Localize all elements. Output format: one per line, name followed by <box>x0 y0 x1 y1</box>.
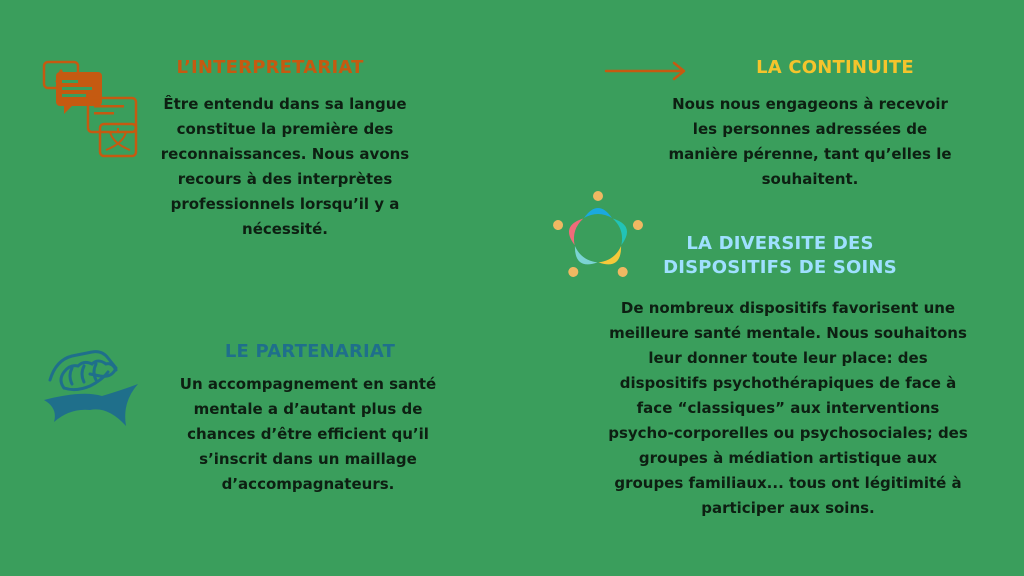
diversite-line: face “classiques” aux interventions <box>636 399 940 417</box>
continuite-line: les personnes adressées de <box>692 120 928 138</box>
diversite-line: participer aux soins. <box>701 499 875 517</box>
continuite-text <box>660 92 960 192</box>
partenariat-line: Un accompagnement en santé <box>179 375 437 393</box>
diversite-title-line: DISPOSITIFS DE SOINS <box>663 257 897 278</box>
continuite-line: souhaitent. <box>761 170 859 188</box>
interpretariat-section <box>140 56 400 80</box>
partenariat-line: chances d’être efficient qu’il <box>187 425 429 443</box>
continuite-line: Nous nous engageons à recevoir <box>672 95 948 113</box>
diversite-line: leur donner toute leur place: des <box>648 349 928 367</box>
interpretariat-line: Être entendu dans sa langue <box>163 95 407 113</box>
continuite-title: LA CONTINUITE <box>756 57 914 78</box>
diversite-section <box>650 232 910 280</box>
diversite-line: groupes familiaux... tous ont légitimité à <box>614 474 962 492</box>
diversite-text <box>578 296 998 521</box>
diversite-line: meilleure santé mentale. Nous souhaitons <box>609 324 967 342</box>
diversite-line: groupes à médiation artistique aux <box>638 449 938 467</box>
diversite-title-line: LA DIVERSITE DES <box>686 233 874 254</box>
partenariat-line: mentale a d’autant plus de <box>193 400 423 418</box>
diversite-line: De nombreux dispositifs favorisent une <box>620 299 956 317</box>
partenariat-line: s’inscrit dans un maillage <box>199 450 417 468</box>
interpretariat-title: L’INTERPRETARIAT <box>176 57 364 78</box>
interpretariat-line: constitue la première des <box>176 120 394 138</box>
partenariat-title: LE PARTENARIAT <box>224 341 396 362</box>
interpretariat-text <box>140 92 430 242</box>
interpretariat-line: nécessité. <box>242 220 328 238</box>
diversite-line: dispositifs psychothérapiques de face à <box>619 374 957 392</box>
partenariat-text <box>158 372 458 497</box>
continuite-line: manière pérenne, tant qu’elles le <box>668 145 952 163</box>
handshake-icon <box>42 340 142 432</box>
partenariat-section <box>170 340 450 364</box>
community-circle-icon <box>550 190 646 286</box>
translation-icon <box>40 58 140 158</box>
diversite-line: psycho-corporelles ou psychosociales; des <box>608 424 968 442</box>
interpretariat-line: professionnels lorsqu’il y a <box>170 195 400 213</box>
continuite-section <box>720 56 950 80</box>
interpretariat-line: reconnaissances. Nous avons <box>160 145 410 163</box>
partenariat-line: d’accompagnateurs. <box>221 475 395 493</box>
arrow-right-icon <box>604 60 688 82</box>
interpretariat-line: recours à des interprètes <box>177 170 393 188</box>
